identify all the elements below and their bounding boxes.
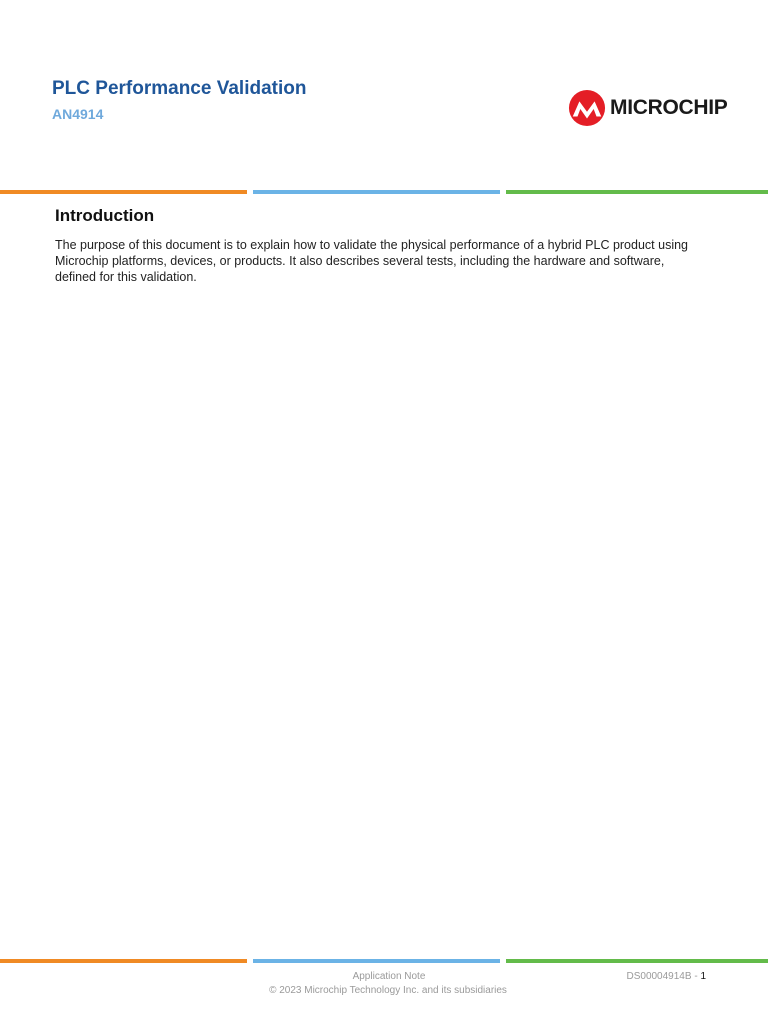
logo-wordmark: MICROCHIP (610, 96, 728, 119)
header-rule-blue (253, 190, 500, 194)
footer-copyright: © 2023 Microchip Technology Inc. and its subsidiaries (269, 985, 507, 996)
document-number: AN4914 (52, 106, 104, 122)
footer-document-type: Application Note (352, 971, 426, 982)
page-title: PLC Performance Validation (52, 78, 307, 99)
header-rule-green (506, 190, 768, 194)
footer-rule-blue (253, 959, 500, 963)
footer-rule-green (506, 959, 768, 963)
footer-document-id (626, 971, 706, 982)
section-heading-introduction: Introduction (55, 206, 155, 225)
header-rule-orange (0, 190, 247, 194)
microchip-logo-icon (568, 89, 606, 127)
page-number: 1 (700, 971, 706, 982)
document-id: DS00004914B (626, 971, 692, 982)
footer-rule-orange (0, 959, 247, 963)
microchip-logo (568, 88, 727, 128)
document-id-separator: - (691, 971, 701, 982)
introduction-paragraph: The purpose of this document is to explain how to validate the physical performance of a hybrid PLC product using Microchip platforms, devices, or products. It also describes several tests, including the hardware and software, defined for this validation. (55, 238, 688, 284)
